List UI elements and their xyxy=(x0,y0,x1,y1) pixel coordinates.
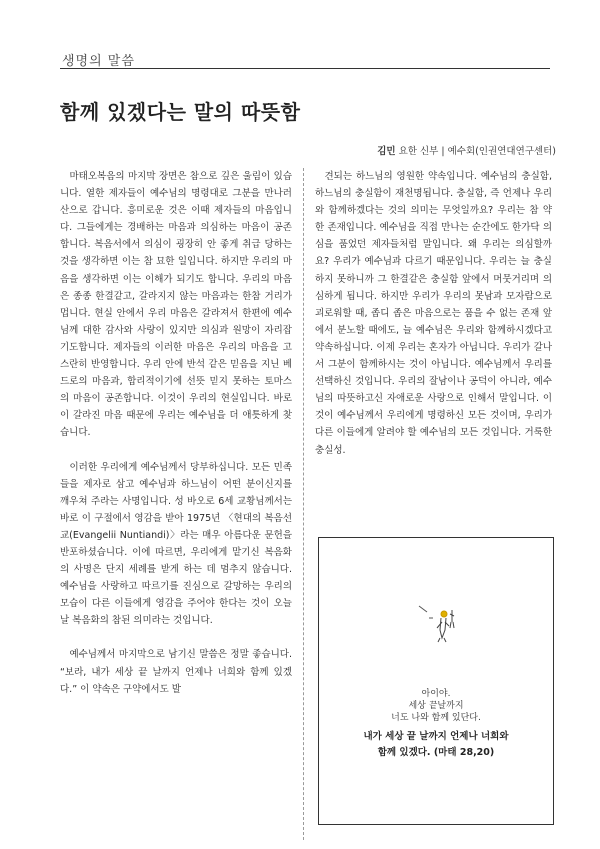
scripture-verse: 내가 세상 끝 날까지 언제나 너희와 xyxy=(363,731,509,742)
author-affiliation: 예수회(인권연대연구센터) xyxy=(447,146,556,157)
right-column xyxy=(315,168,552,459)
page-title: 함께 있겠다는 말의 따뜻함 xyxy=(60,100,301,124)
motion-marks xyxy=(419,606,433,618)
paragraph: 이러한 우리에게 예수님께서 당부하십니다. 모든 민족들을 제자로 삼고 예수님과 하느님이 어떤 분이신지를 깨우쳐 주라는 사명입니다. 성 바오로 6세 교황님께서는 바로 이 구절에서 영감을 받아 1975년 〈현대의 복음선교(Evangelii Nuntiandi)〉라는 매우 아름다운 문헌을 반포하셨습니다. 이에 따르면, 우리에게 맡기신 복음화의 사명은 단지 세례를 받게 하는 데 멈추지 않습니다. 예수님을 사랑하고 따르기를 진심으로 갈망하는 우리의 모습이 다른 이들에게 영감을 주어야 한다는 것이 오늘날 복음화의 참된 의미라는 것입니다. xyxy=(60,461,292,627)
caption-line: 아이야. xyxy=(421,689,451,699)
illustration-box xyxy=(318,537,554,825)
paragraph: 예수님께서 마지막으로 남기신 말씀은 정말 좋습니다. “보라, 내가 세상 끝 날까지 언제나 너희와 함께 있겠다.” 이 약속은 구약에서도 발 xyxy=(60,649,292,695)
caption-line: 세상 끝날까지 xyxy=(408,701,464,711)
author-role: 요한 신부 xyxy=(398,146,439,157)
column-divider xyxy=(303,168,304,840)
adult-figure-sketch xyxy=(437,611,449,642)
sketch-drawing xyxy=(319,538,553,824)
header-rule xyxy=(60,68,550,69)
section-label: 생명의 말씀 xyxy=(62,54,135,69)
left-column xyxy=(60,168,292,698)
scripture-reference: 함께 있겠다. (마태 28,20) xyxy=(377,747,495,758)
paragraph: 마태오복음의 마지막 장면은 참으로 깊은 울림이 있습니다. 열한 제자들이 예수님의 명령대로 그분을 만나러 산으로 갑니다. 흥미로운 것은 이때 제자들의 마음입니다. 그들에게는 경배하는 마음과 의심하는 마음이 공존합니다. 복음서에서 의심이 굉장히 안 좋게 취급 당하는 것을 생각하면 이는 참 묘한 일입니다. 하지만 우리의 마음을 생각하면 이는 이해가 되기도 합니다. 우리의 마음은 종종 한결같고, 갈라지지 않는 마음과는 한참 거리가 멉니다. 현실 안에서 우리 마음은 갈라져서 한편에 예수님께 대한 감사와 사랑이 있지만 의심과 원망이 자리잡기도합니다. 제자들의 이러한 마음은 우리의 마음을 고스란히 반영합니다. 우리 안에 반석 같은 믿음을 지닌 베드로의 마음과, 합리적이기에 선뜻 믿지 못하는 토마스의 마음이 공존합니다. 이것이 우리의 현실입니다. 바로 이 갈라진 마음 때문에 우리는 예수님을 더 애틋하게 찾습니다. xyxy=(60,171,292,439)
author-separator: | xyxy=(441,146,445,157)
author-line xyxy=(377,143,556,157)
paragraph: 견되는 하느님의 영원한 약속입니다. 예수님의 충실함, 하느님의 충실함이 재천명됩니다. 충실함, 즉 언제나 우리와 함께하겠다는 것의 의미는 무엇일까요? 우리는 참 약한 존재입니다. 예수님을 직접 만나는 순간에도 한가닥 의심을 품었던 제자들처럼 말입니다. 왜 우리는 의심할까요? 우리가 예수님과 다르기 때문입니다. 우리는 늘 충실하지 못하니까 그 한결같은 충실함 앞에서 머뭇거리며 의심하게 됩니다. 하지만 우리가 우리의 못남과 모자람으로 괴로워할 때, 좁디 좁은 마음으로는 품을 수 없는 존재 앞에서 분노할 때에도, 늘 예수님은 우리와 함께하시겠다고 약속하십니다. 이제 우리는 혼자가 아닙니다. 우리가 갈나서 그분이 함께하시는 것이 아닙니다. 예수님께서 우리를 선택하신 것입니다. 우리의 잘남이나 공덕이 아니라, 예수님의 따뜻하고신 자애로운 사랑으로 인해서 말입니다. 이것이 예수님께서 우리에게 명령하신 모든 것이며, 우리가 다른 이들에게 알려야 할 예수님의 모든 것입니다. 거룩한 충실성. xyxy=(315,171,552,456)
child-figure-sketch xyxy=(450,610,454,628)
caption-line: 너도 나와 함께 있단다. xyxy=(391,713,481,723)
author-name: 김민 xyxy=(377,146,396,157)
